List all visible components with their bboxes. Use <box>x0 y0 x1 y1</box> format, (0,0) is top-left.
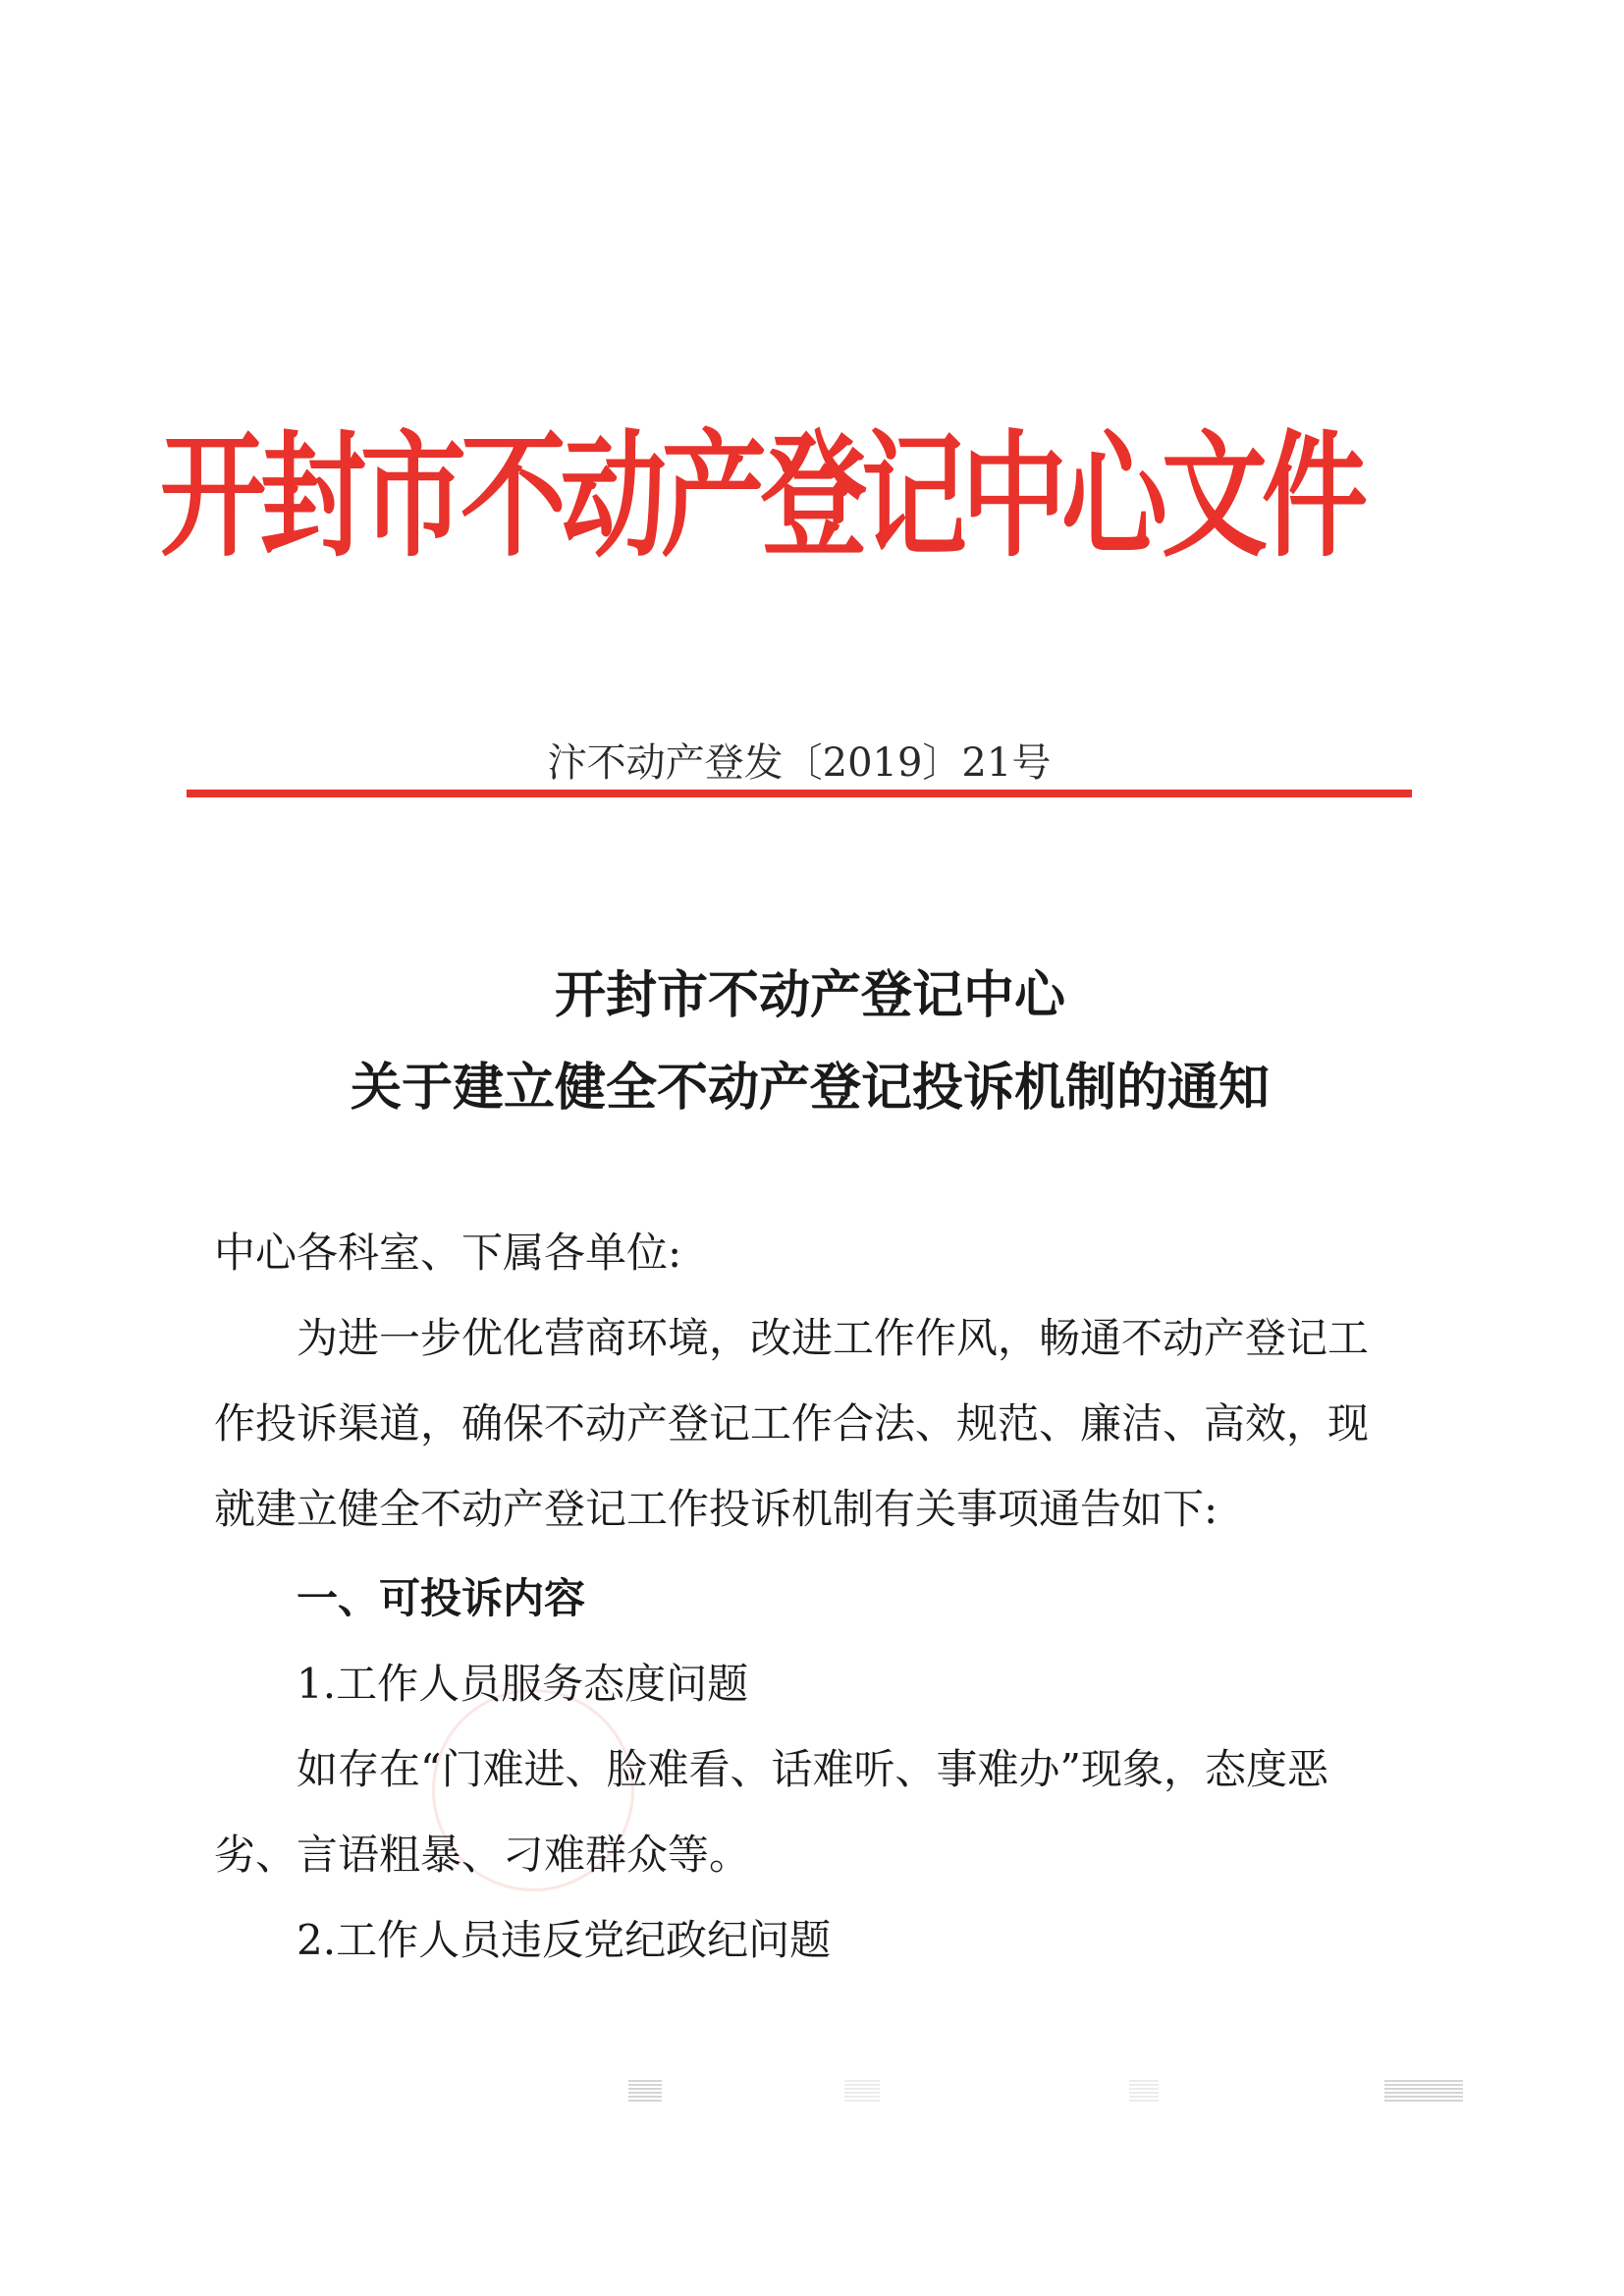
scan-artifact-3 <box>1129 2080 1159 2102</box>
intro-line-2: 作投诉渠道，确保不动产登记工作合法、规范、廉洁、高效，现 <box>214 1399 1370 1448</box>
document-masthead: 开封市不动产登记中心文件 <box>159 418 1362 576</box>
title-line-1: 开封市不动产登记中心 <box>554 966 1065 1025</box>
intro-line-1: 为进一步优化营商环境，改进工作作风，畅通不动产登记工 <box>297 1314 1370 1362</box>
scan-artifact-1 <box>628 2080 662 2102</box>
salutation: 中心各科室、下属各单位: <box>214 1229 682 1277</box>
section-1-heading: 一、可投诉内容 <box>297 1574 586 1622</box>
scan-artifact-4 <box>1384 2080 1463 2102</box>
intro-line-3: 就建立健全不动产登记工作投诉机制有关事项通告如下: <box>214 1485 1218 1533</box>
item-1-line-1: 如存在“门难进、脸难看、话难听、事难办”现象，态度恶 <box>297 1745 1328 1793</box>
item-1-line-2: 劣、言语粗暴、刁难群众等。 <box>214 1831 751 1879</box>
item-1-title: 1.工作人员服务态度问题 <box>297 1660 749 1708</box>
item-2-title: 2.工作人员违反党纪政纪问题 <box>297 1916 832 1964</box>
title-line-2: 关于建立健全不动产登记投诉机制的通知 <box>350 1059 1270 1118</box>
scan-artifact-2 <box>844 2080 880 2102</box>
red-separator-line <box>187 790 1412 797</box>
document-number: 汴不动产登发〔2019〕21号 <box>547 740 1052 786</box>
